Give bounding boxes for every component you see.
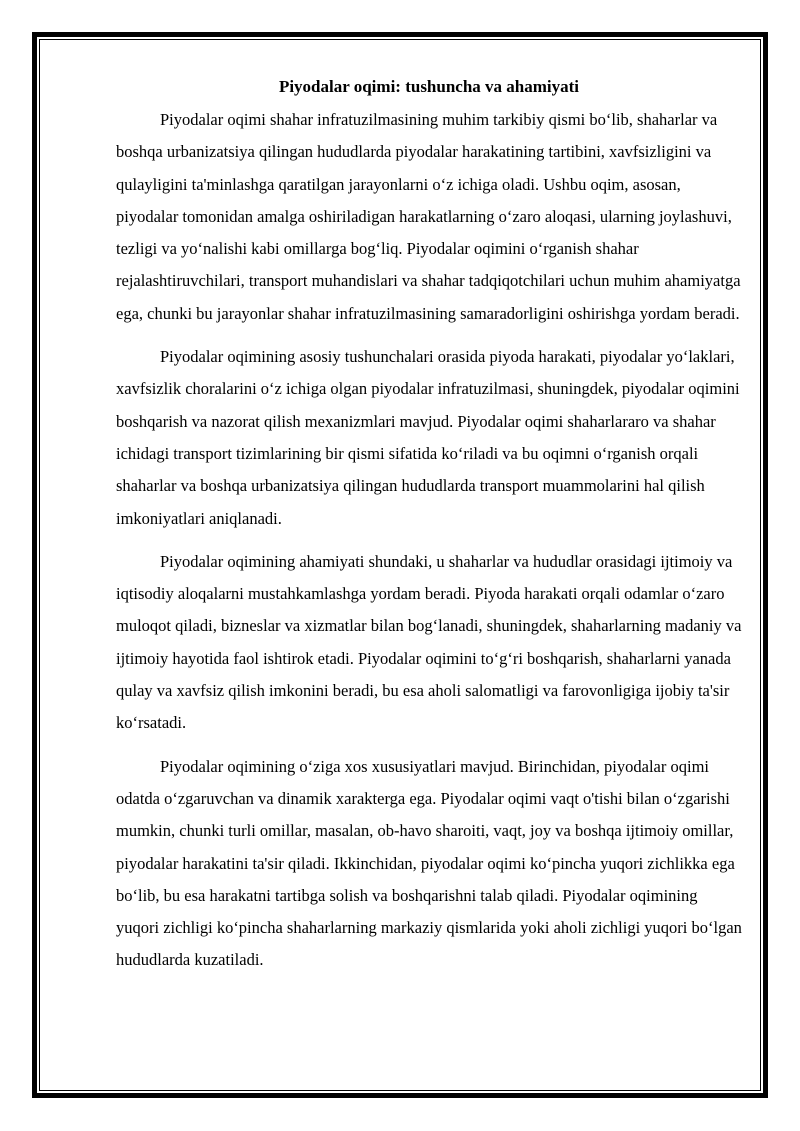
document-title: Piyodalar oqimi: tushuncha va ahamiyati xyxy=(278,77,580,96)
paragraph-4: Piyodalar oqimining o‘ziga xos xususiyatlari mavjud. Birinchidan, piyodalar oqimi odatda o‘zgaruvchan va dinamik xarakterga ega. Piyodalar oqimi vaqt o'tishi bilan o‘zgarishi mumkin, chunki turli omillar, masalan, ob-havo sharoiti, vaqt, joy va boshqa ijtimoiy omillar, piyodalar harakatini ta'sir qiladi. Ikkinchidan, piyodalar oqimi ko‘pincha yuqori zichlikka ega bo‘lib, bu esa harakatni tartibga solish va boshqarishni talab qiladi. Piyodalar oqimining yuqori zichligi ko‘pincha shaharlarning markaziy qismlarida yoki aholi zichligi yuqori bo‘lgan hududlarda kuzatiladi. xyxy=(116,756,742,970)
paragraph-3: Piyodalar oqimining ahamiyati shundaki, u shaharlar va hududlar orasidagi ijtimoiy va iqtisodiy aloqalarni mustahkamlashga yordam beradi. Piyoda harakati orqali odamlar o‘zaro muloqot qiladi, bizneslar va xizmatlar bilan bog‘lanadi, shuningdek, shaharlarning madaniy va ijtimoiy hayotida faol ishtirok etadi. Piyodalar oqimini to‘g‘ri boshqarish, shaharlarni yanada qulay va xavfsiz qilish imkonini beradi, bu esa aholi salomatligi va farovonligiga ijobiy ta'sir ko‘rsatadi. xyxy=(116,551,742,733)
paragraph-2: Piyodalar oqimining asosiy tushunchalari orasida piyoda harakati, piyodalar yo‘laklari, xavfsizlik choralarini o‘z ichiga olgan piyodalar infratuzilmasi, shuningdek, piyodalar oqimini boshqarish va nazorat qilish mexanizmlari mavjud. Piyodalar oqimi shaharlararo va shahar ichidagi transport tizimlarining bir qismi sifatida ko‘riladi va bu oqimni o‘rganish orqali shaharlar va boshqa urbanizatsiya qilingan hududlarda transport muammolarini hal qilish imkoniyatlari aniqlanadi. xyxy=(116,347,740,528)
document-body xyxy=(116,74,742,988)
paragraph-1: Piyodalar oqimi shahar infratuzilmasining muhim tarkibiy qismi bo‘lib, shaharlar va boshqa urbanizatsiya qilingan hududlarda piyodalar harakatining tartibini, xavfsizligini va qulayligini ta'minlashga qaratilgan jarayonlarni o‘z ichiga oladi. Ushbu oqim, asosan, piyodalar tomonidan amalga oshiriladigan harakatlarning o‘zaro aloqasi, ularning joylashuvi, tezligi va yo‘nalishi kabi omillarga bog‘liq. Piyodalar oqimini o‘rganish shahar rejalashtiruvchilari, transport muhandislari va shahar tadqiqotchilari uchun muhim ahamiyatga ega, chunki bu jarayonlar shahar infratuzilmasining samaradorligini oshirishga yordam beradi. xyxy=(116,110,741,323)
